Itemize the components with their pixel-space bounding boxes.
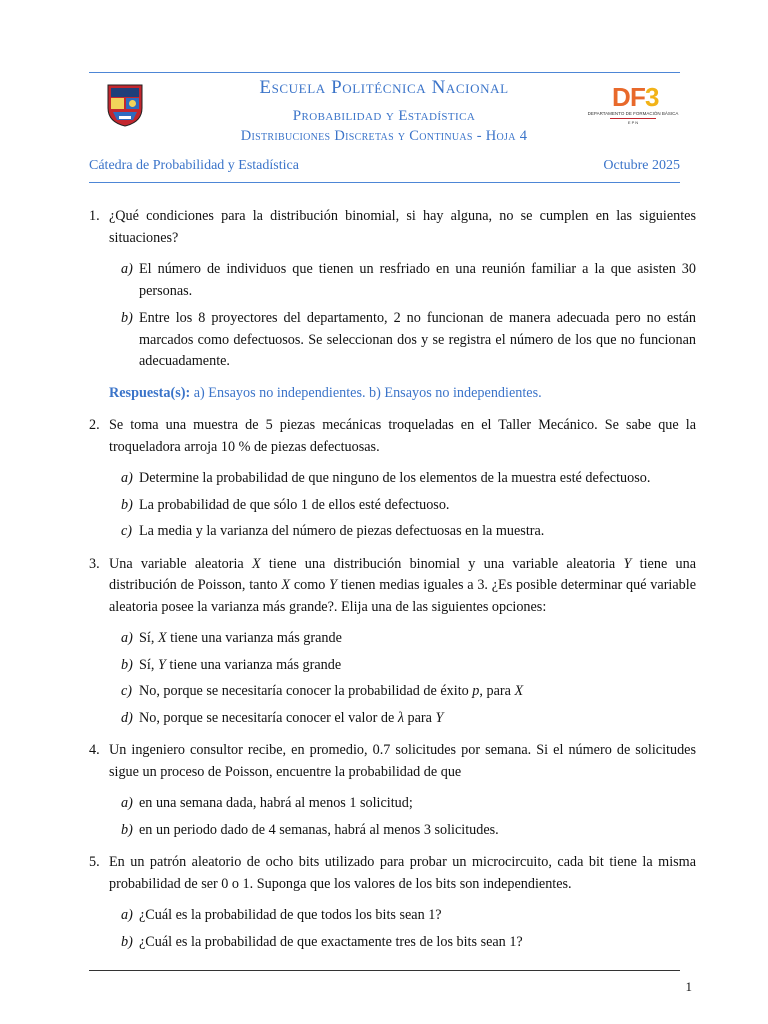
text-fragment: No, porque se necesitaría conocer la probabilidad de éxito [139,683,473,699]
sub-question [109,681,696,703]
dfb-department-logo [587,80,679,128]
sub-question-label: b) [121,496,133,513]
page-number: 1 [685,979,692,994]
text-fragment: tiene una distribución binomial y una variable aleatoria [260,555,624,572]
sub-question-text: La probabilidad de que sólo 1 de ellos esté defectuoso. [139,496,450,513]
sub-question [109,793,696,815]
answer-text: a) Ensayos no independientes. b) Ensayos no independientes. [190,384,542,401]
text-fragment: tiene una distribución de Poisson, tanto [109,555,696,593]
question-1 [89,206,696,249]
sub-question-text: Entre los 8 proyectores del departamento, 2 no funcionan de manera adecuada pero no están marcados como defectuosos. Se seleccionan dos y se registra el número de los que no funcionan adecuadamente. [139,310,696,369]
text-fragment: tienen medias iguales a 3. ¿Es posible determinar qué variable aleatoria posee la varianza más grande?. Elija una de las siguientes opciones: [109,577,696,615]
sub-question-text: ¿Cuál es la probabilidad de que todos los bits sean 1? [139,907,442,923]
sub-question-text: El número de individuos que tienen un resfriado en una reunión familiar a la que asisten 30 personas. [139,261,696,299]
sub-question [109,932,696,954]
question-2 [89,415,696,458]
sub-question-text [139,630,342,646]
sub-question-label: a) [121,470,133,486]
course-title: Probabilidad y Estadística [292,108,476,124]
sub-question-label: d) [121,709,133,726]
sub-question-text [139,710,443,726]
text-fragment: , para [479,683,515,699]
math-symbol: X [514,683,524,699]
math-symbol: Y [435,709,444,726]
question-text: En un patrón aleatorio de ocho bits utilizado para probar un microcircuito, cada bit tiene la misma probabilidad de ser 0 o 1. Suponga que los valores de los bits son independientes. [109,854,696,892]
question-5 [89,852,696,895]
math-symbol: λ [397,709,404,726]
sub-question-text [139,657,341,673]
text-fragment: No, porque se necesitaría conocer el valor de [139,709,398,726]
question-text [109,556,696,615]
sub-question-text: ¿Cuál es la probabilidad de que exactamente tres de los bits sean 1? [139,933,523,950]
sub-question-label: a) [121,907,133,923]
sub-question-text: en una semana dada, habrá al menos 1 solicitud; [139,795,413,811]
date-label: Octubre 2025 [603,158,680,173]
sub-question [109,628,696,650]
sub-question [109,521,696,543]
question-4 [89,740,696,783]
sub-question [109,259,696,302]
question-number: 2. [89,417,100,433]
text-fragment: para [403,709,436,726]
question-text: ¿Qué condiciones para la distribución binomial, si hay alguna, no se cumplen en las siguientes situaciones? [109,208,696,246]
sub-question [109,820,696,842]
question-number: 5. [89,854,100,870]
sub-question-label: a) [121,261,133,277]
sub-question-label: c) [121,523,133,539]
math-symbol: Y [329,577,338,593]
math-symbol: X [251,555,261,572]
question-text: Un ingeniero consultor recibe, en promedio, 0.7 solicitudes por semana. Si el número de solicitudes sigue un proceso de Poisson, encuentre la probabilidad de que [109,742,696,780]
question-number: 4. [89,742,100,758]
question-number: 1. [89,208,100,224]
sub-question [109,655,696,677]
svg-text:3: 3 [645,82,660,112]
sub-question-label: b) [121,821,133,838]
sub-question-label: c) [121,683,133,699]
text-fragment: tiene una varianza más grande [166,630,342,646]
sub-question-label: a) [121,795,133,811]
sub-question [109,708,696,730]
chair-label: Cátedra de Probabilidad y Estadística [89,158,299,173]
svg-text:E P N: E P N [627,120,639,125]
math-symbol: Y [623,555,632,572]
footer-rule [89,970,680,971]
school-title: Escuela Politécnica Nacional [259,77,509,98]
svg-text:D: D [612,82,631,112]
text-fragment: Sí, [139,630,158,646]
dfb-logo-text: DEPARTAMENTO DE FORMACIÓN BÁSICA [587,111,679,116]
sub-question [109,495,696,517]
sub-question-text: en un periodo dado de 4 semanas, habrá al menos 3 solicitudes. [139,821,499,838]
question-text: Se toma una muestra de 5 piezas mecánicas troqueladas en el Taller Mecánico. Se sabe que la troqueladora arroja 10 % de piezas defectuosas. [109,417,696,455]
answer-line [89,383,696,405]
header-bottom-rule [89,182,680,183]
sub-question-label: b) [121,933,133,950]
sub-question-text: La media y la varianza del número de piezas defectuosas en la muestra. [139,523,545,539]
sub-question-label: a) [121,630,133,646]
math-symbol: Y [157,656,166,673]
sub-question [109,468,696,490]
text-fragment: Sí, [139,656,158,673]
text-fragment: como [290,577,330,593]
text-fragment: tiene una varianza más grande [165,656,342,673]
sub-question-text: Determine la probabilidad de que ninguno de los elementos de la muestra esté defectuoso. [139,470,651,486]
math-symbol: p [472,683,480,699]
question-number: 3. [89,555,100,572]
header-top-rule [89,72,680,73]
sub-question-label: b) [121,310,133,326]
math-symbol: X [157,630,167,646]
sub-question-label: b) [121,656,133,673]
sub-question [109,905,696,927]
exercise-list [89,206,696,953]
answer-label: Respuesta(s): [109,384,191,401]
sub-question [109,308,696,373]
sheet-title: Distribuciones Discretas y Continuas - Hoja 4 [240,128,528,144]
question-3 [89,554,696,619]
math-symbol: X [281,577,291,593]
text-fragment: Una variable aleatoria [109,555,252,572]
svg-text:F: F [630,82,646,112]
sub-question-text [139,683,523,699]
